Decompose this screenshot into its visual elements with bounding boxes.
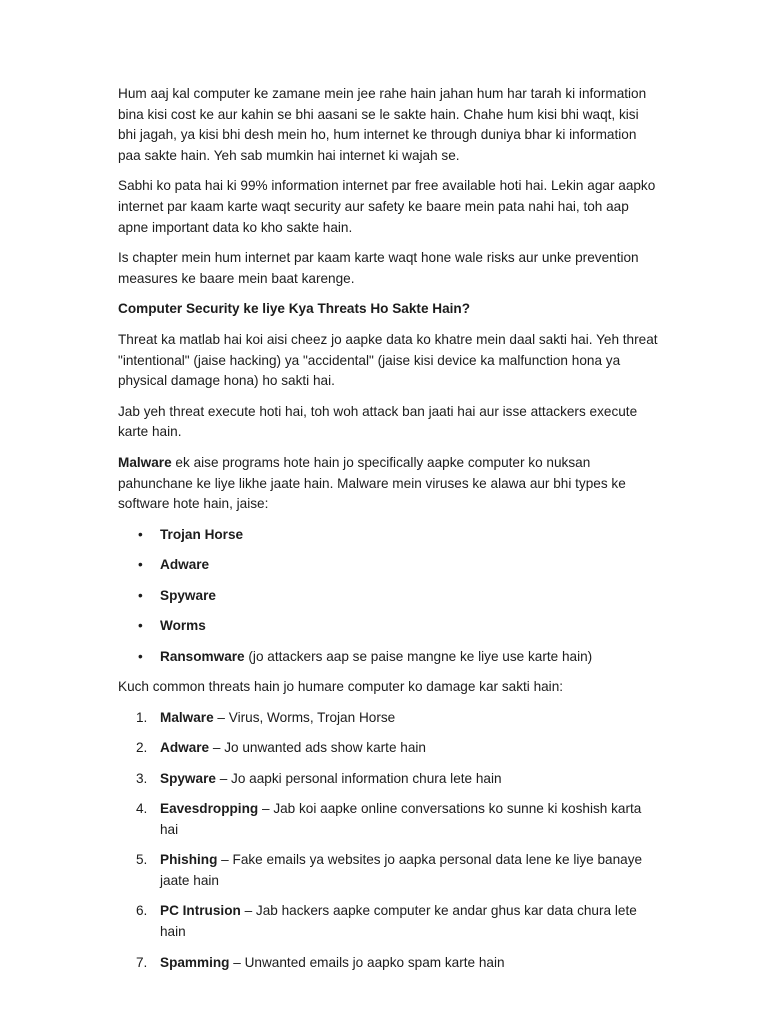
list-number: 2. [136,740,148,756]
malware-term: Malware [118,454,172,470]
chapter-paragraph: Is chapter mein hum internet par kaam karte waqt hone wale risks aur unke prevention measures ke baare mein baat karenge. [118,250,639,286]
list-number: 5. [136,852,148,868]
list-item-term: Trojan Horse [160,526,244,542]
list-item-term: PC Intrusion [160,903,241,919]
list-number: 3. [136,770,148,786]
list-item-description: – Jo aapki personal information chura lete hain [215,770,502,786]
list-item-note: (jo attackers aap se paise mangne ke liye use karte hain) [244,648,593,664]
list-number: 4. [136,801,148,817]
intro-paragraph: Hum aaj kal computer ke zamane mein jee rahe hain jahan hum har tarah ki information bina kisi cost ke aur kahin se bhi aasani se le sakte hain. Chahe hum kisi bhi waqt, kisi bhi jagah, ya kisi bhi desh mein ho, hum internet ke through duniya bhar ki information paa sakte hain. Yeh sab mumkin hai internet ki wajah se. [118,86,647,163]
attack-paragraph: Jab yeh threat execute hoti hai, toh woh attack ban jaati hai aur isse attackers execute karte hain. [118,403,638,440]
common-threats-paragraph: Kuch common threats hain jo humare computer ko damage kar sakti hain: [118,679,564,695]
list-item-term: Phishing [160,852,218,868]
threat-definition-paragraph: Threat ka matlab hai koi aisi cheez jo aapke data ko khatre mein daal sakti hai. Yeh threat "intentional" (jaise hacking) ya "accidental" (jaise kisi device ka malfunction hona ya physical damage hona) ho sakti hai. [118,331,658,389]
list-item [118,647,658,668]
list-item-description: – Jab hackers aapke computer ke andar ghus kar data chura lete hain [160,903,637,940]
list-item [118,850,658,891]
list-item [118,525,658,546]
list-item [118,738,658,759]
list-item [118,616,658,637]
section-heading: Computer Security ke liye Kya Threats Ho Sakte Hain? [118,301,471,317]
list-item-description: – Fake emails ya websites jo aapka personal data lene ke liye banaye jaate hain [160,852,643,888]
list-item [118,708,658,729]
malware-paragraph [118,453,658,515]
document-page [118,84,658,983]
malware-types-list [118,525,658,668]
list-item-term: Spyware [160,770,216,786]
list-item [118,799,658,840]
list-item-term: Ransomware [160,648,245,664]
list-item-term: Malware [160,709,214,725]
list-item-term: Spyware [160,587,216,603]
list-item-term: Adware [160,557,210,573]
list-item-term: Eavesdropping [160,801,259,817]
list-number: 1. [136,709,148,725]
list-item-term: Spamming [160,954,230,970]
list-number: 7. [136,954,148,970]
list-item-term: Worms [160,618,206,634]
list-item-description: – Virus, Worms, Trojan Horse [213,709,396,725]
list-number: 6. [136,903,148,919]
malware-description: ek aise programs hote hain jo specifically aapke computer ko nuksan pahunchane ke liye likhe jaate hain. Malware mein viruses ke alawa aur bhi types ke software hote hain, jaise: [118,454,626,512]
list-item [118,953,658,974]
list-item-term: Adware [160,740,210,756]
list-item [118,769,658,790]
list-item [118,901,658,942]
list-item [118,555,658,576]
info-paragraph: Sabhi ko pata hai ki 99% information internet par free available hoti hai. Lekin agar aapko internet par kaam karte waqt security aur safety ke baare mein pata nahi hai, toh aap apne important data ko kho sakte hain. [118,178,656,235]
list-item-description: – Jab koi aapke online conversations ko sunne ki koshish karta hai [160,801,642,837]
list-item-description: – Unwanted emails jo aapko spam karte hain [229,954,505,970]
threats-list [118,708,658,973]
list-item [118,586,658,607]
list-item-description: – Jo unwanted ads show karte hain [209,740,426,756]
